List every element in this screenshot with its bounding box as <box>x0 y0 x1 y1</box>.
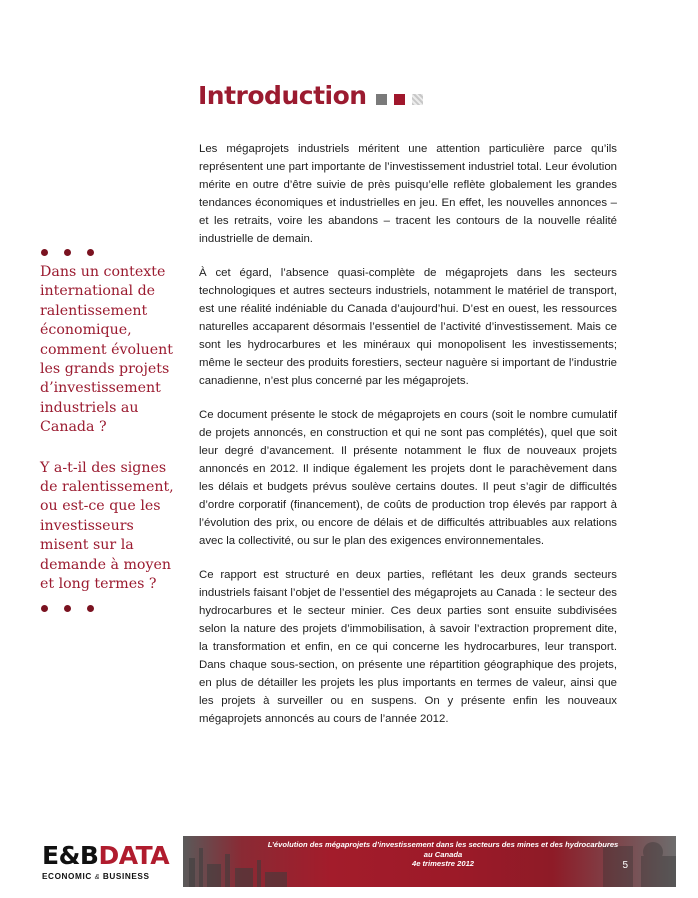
dots-divider-top <box>41 245 175 259</box>
dot-icon <box>87 249 94 256</box>
footer-banner <box>183 836 676 887</box>
paragraph-3: Ce document présente le stock de mégaprojets en cours (soit le nombre cumulatif de projets annoncés, en construction et qui ne sont pas complétés), quel que soit leur degré d’avancement. Il présente notamment le flux de nouveaux projets annoncés en 2012. Il indique également les projets dont le parachèvement dans les délais et budgets prévus soulève certains doutes. Il peut s’agir de difficultés d’ordre corporatif (financement), de coûts de production trop élevés par rapport à l’évolution des prix, ou encore de délais et de difficultés attribuables aux relations avec la collectivité, ou sur le plan des exigences environnementales. <box>199 409 617 547</box>
sidebar-callout <box>40 245 175 615</box>
page-number: 5 <box>622 860 628 871</box>
dot-icon <box>41 249 48 256</box>
logo-eb: E&B <box>42 841 99 870</box>
dot-icon <box>64 605 71 612</box>
paragraph-4: Ce rapport est structuré en deux parties, reflétant les deux grands secteurs industriels faisant l’objet de l’essentiel des mégaprojets au Canada : le secteur des hydrocarbures et le secteur minier. Ces deux parties sont ensuite subdivisées selon la nature des projets d’immobilisation, à savoir l’extraction proprement dite, la transformation et enfin, en ce qui concerne les hydrocarbures, leur transport. Dans chaque sous-section, on présente une répartition géographique des projets, en plus de détailler les projets les plus importants en termes de valeur, ainsi que les projets à surveiller ou en suspens. On y présente enfin les nouveaux mégaprojets annoncés au cours de l’année 2012. <box>199 569 617 725</box>
banner-line-2: au Canada <box>423 849 463 859</box>
banner-caption <box>243 840 643 869</box>
banner-line-1: L’évolution des mégaprojets d’investissement dans les secteurs des mines et des hydrocarbures <box>267 840 619 849</box>
logo-tagline <box>42 872 169 881</box>
gray-square-icon <box>376 94 387 105</box>
red-square-icon <box>394 94 405 105</box>
paragraph-2: À cet égard, l’absence quasi-complète de mégaprojets dans les secteurs technologiques et autres secteurs industriels, notamment le matériel de transport, est une réalité indéniable du Canada d’aujourd’hui. D’est en ouest, les ressources naturelles accaparent désormais l’essentiel de l’activité d’investissement. Mais ce sont les hydrocarbures et les minéraux qui monopolisent les investissements; même le secteur des produits forestiers, secteur naguère si important de l’industrie canadienne, n’est plus concerné par les mégaprojets. <box>199 267 617 387</box>
logo-tagline-amp: & <box>94 874 100 881</box>
callout-question-2: Y a-t-il des signes de ralentissement, ou est-ce que les investisseurs misent sur la demande à moyen et long termes ? <box>40 459 174 593</box>
logo-tagline-economic: ECONOMIC <box>42 872 92 881</box>
eb-data-logo <box>42 842 169 881</box>
section-heading <box>198 80 423 112</box>
logo-data: DATA <box>98 841 170 870</box>
dot-icon <box>87 605 94 612</box>
banner-line-3: 4e trimestre 2012 <box>411 859 475 869</box>
body-text <box>199 140 617 744</box>
page-title: Introduction <box>198 81 367 110</box>
dot-icon <box>41 605 48 612</box>
hatched-square-icon <box>412 94 423 105</box>
paragraph-1: Les mégaprojets industriels méritent une attention particulière parce qu’ils représentent une part importante de l’investissement industriel total. Leur évolution mérite en outre d’être suivie de près puisqu’elle reflète globalement les grandes tendances économiques et industrielles en jeu. En effet, les nouvelles annonces – et les retraits, voire les abandons – tracent les contours de la nouvelle réalité industrielle de demain. <box>199 143 617 245</box>
logo-tagline-business: BUSINESS <box>102 872 150 881</box>
callout-question-1: Dans un contexte international de ralentissement économique, comment évoluent les grands projets d’investissement industriels au Canada ? <box>40 264 174 436</box>
dot-icon <box>64 249 71 256</box>
page-footer <box>0 836 698 898</box>
logo-wordmark <box>42 842 169 870</box>
dots-divider-bottom <box>41 601 175 615</box>
